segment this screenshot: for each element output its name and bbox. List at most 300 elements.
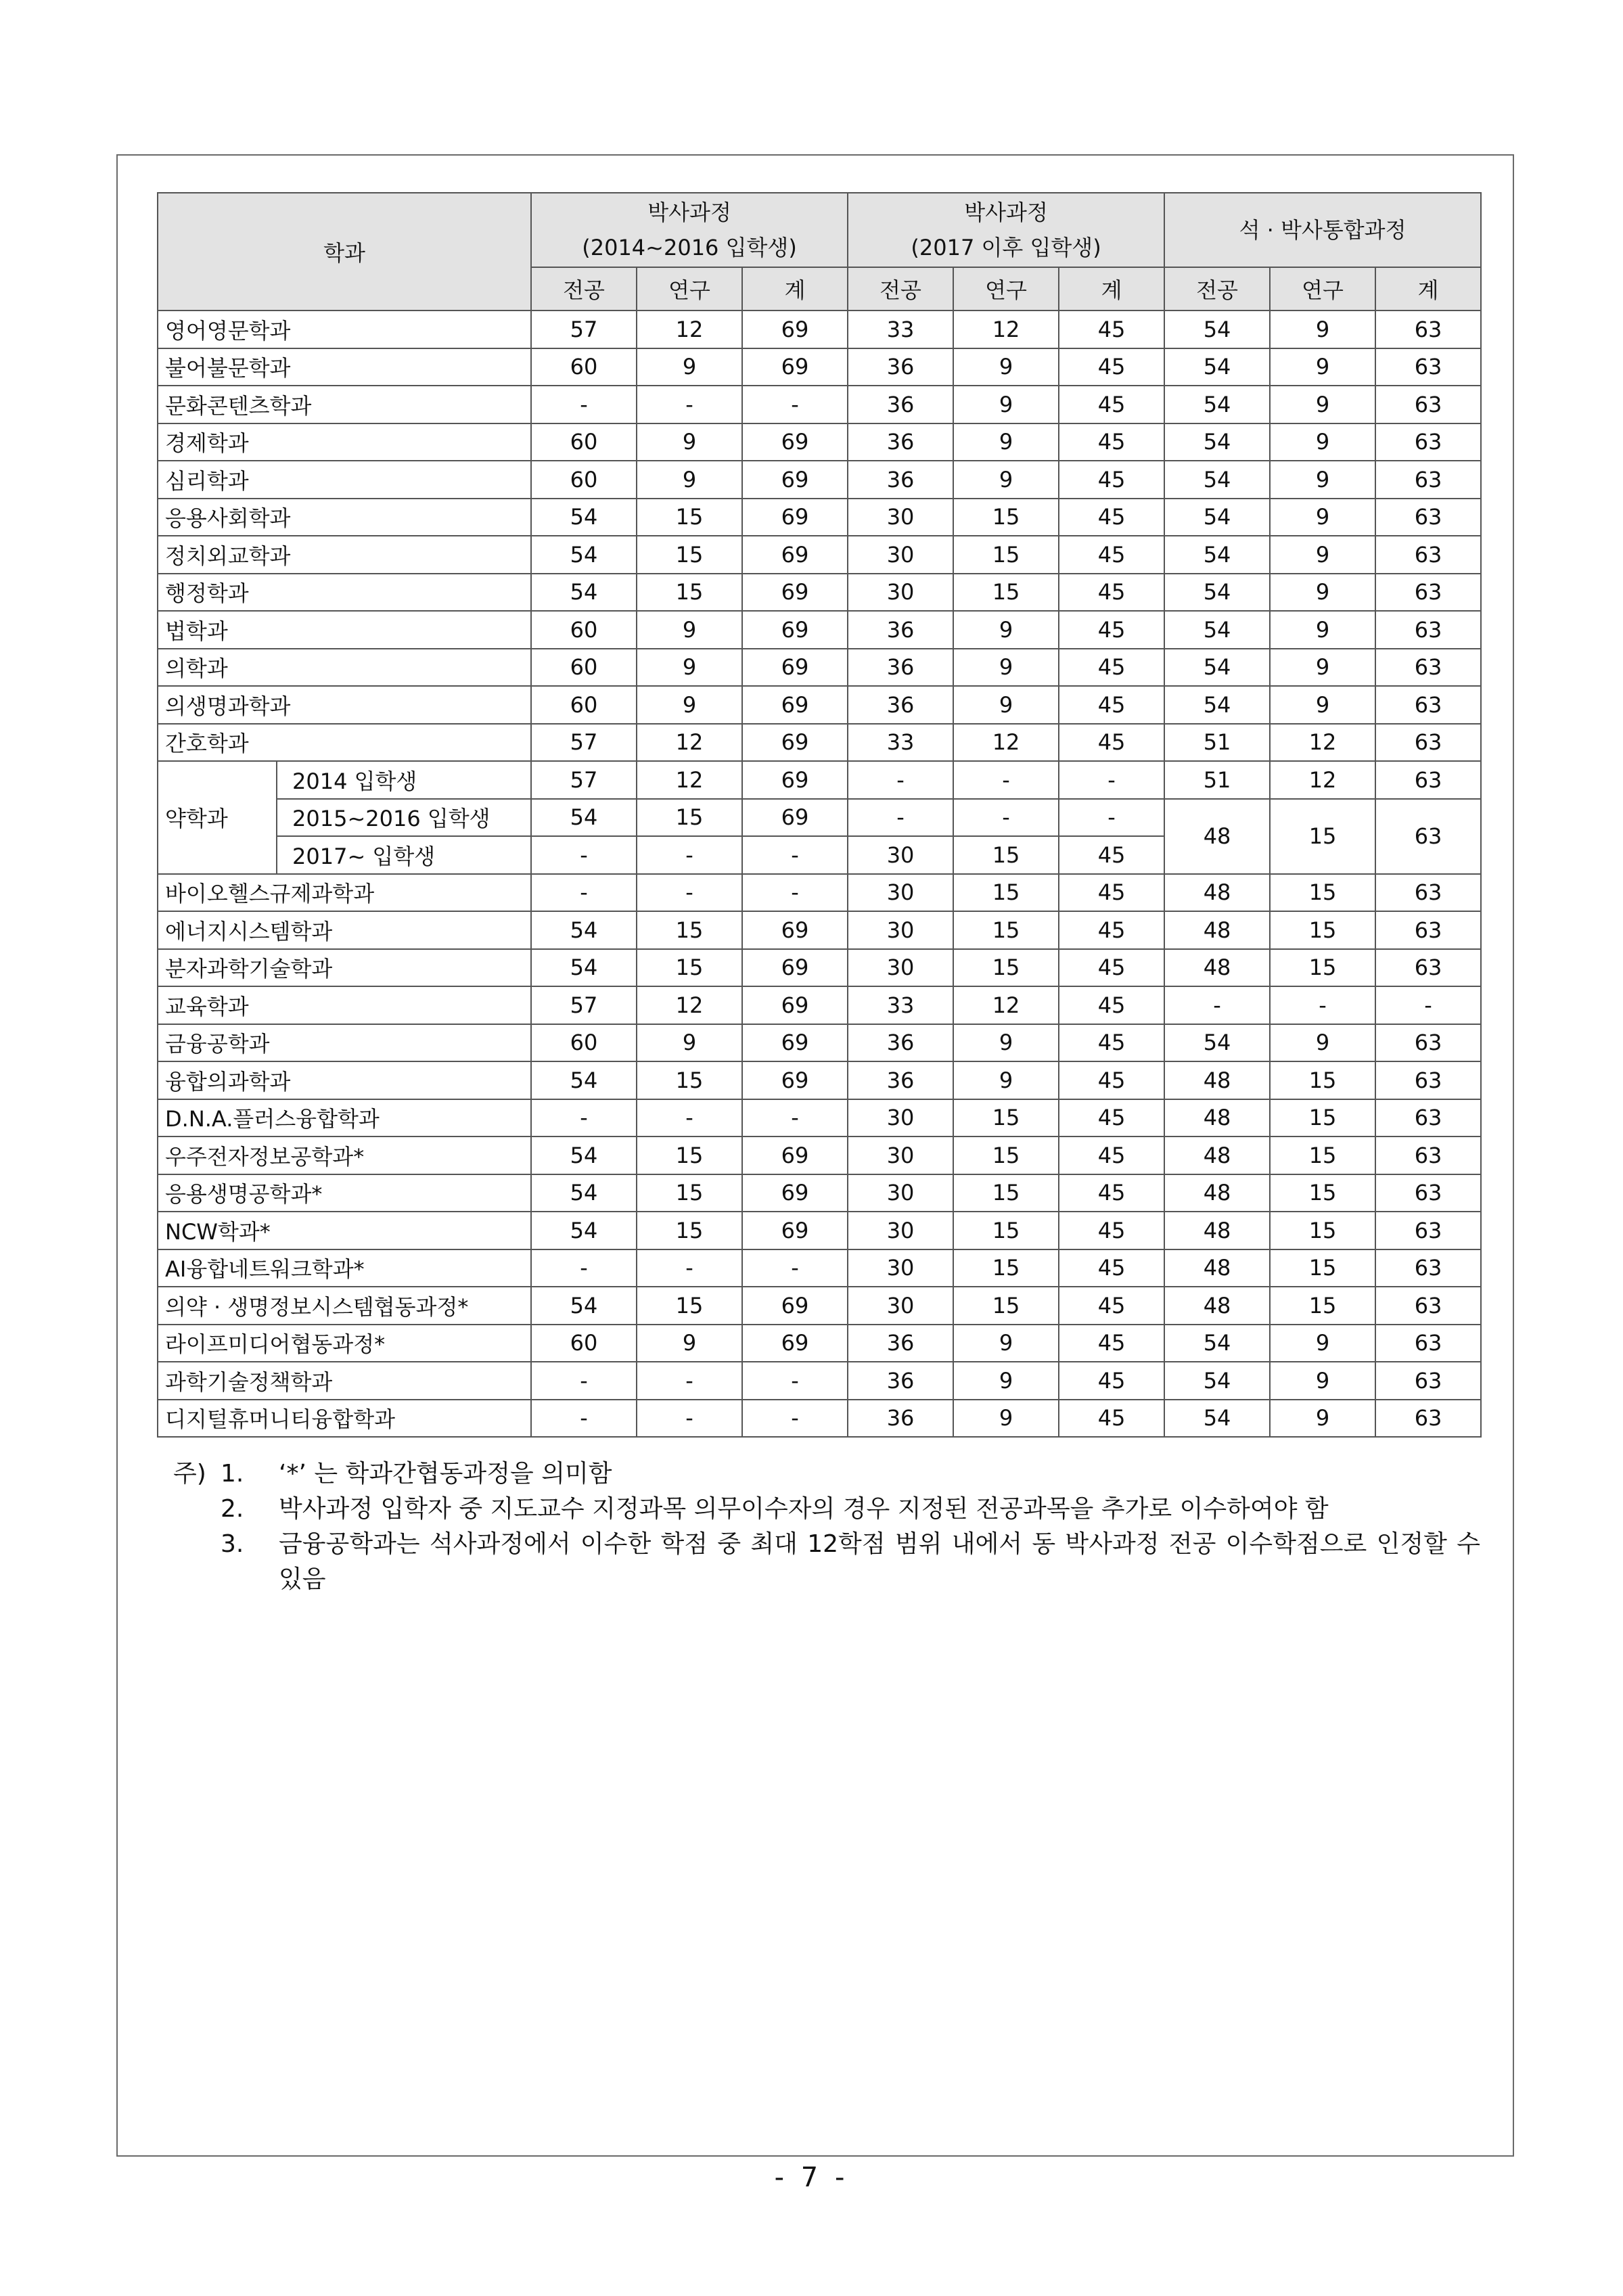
value-cell: 63 bbox=[1375, 574, 1481, 612]
header-group-line1: 박사과정 bbox=[647, 200, 731, 225]
value-cell: 45 bbox=[1059, 1325, 1164, 1362]
value-cell: 60 bbox=[531, 686, 637, 724]
header-group-line2: (2017 이후 입학생) bbox=[911, 235, 1101, 260]
dept-name: AI융합네트워크학과* bbox=[158, 1249, 531, 1287]
value-cell: 48 bbox=[1164, 1249, 1270, 1287]
table-row bbox=[158, 949, 1481, 987]
value-cell: 12 bbox=[1270, 761, 1375, 799]
dept-name: NCW학과* bbox=[158, 1212, 531, 1249]
value-cell: - bbox=[742, 386, 848, 423]
value-cell: 60 bbox=[531, 423, 637, 461]
value-cell: 48 bbox=[1164, 1212, 1270, 1249]
value-cell: 36 bbox=[848, 1061, 953, 1099]
value-cell: 54 bbox=[531, 499, 637, 536]
value-cell: 15 bbox=[1270, 1249, 1375, 1287]
value-cell: 69 bbox=[742, 761, 848, 799]
value-cell: 45 bbox=[1059, 724, 1164, 762]
value-cell: 9 bbox=[1270, 1325, 1375, 1362]
value-cell: 48 bbox=[1164, 949, 1270, 987]
value-cell: 45 bbox=[1059, 1024, 1164, 1062]
value-cell: 15 bbox=[637, 1061, 742, 1099]
value-cell: 69 bbox=[742, 348, 848, 386]
dept-name: 심리학과 bbox=[158, 461, 531, 499]
note-text: 박사과정 입학자 중 지도교수 지정과목 의무이수자의 경우 지정된 전공과목을 추가로 이수하여야 함 bbox=[279, 1495, 1329, 1523]
value-cell: 48 bbox=[1164, 911, 1270, 949]
value-cell: 69 bbox=[742, 574, 848, 612]
table-row bbox=[158, 536, 1481, 574]
value-cell: 45 bbox=[1059, 1287, 1164, 1325]
value-cell: 54 bbox=[1164, 1400, 1270, 1438]
value-cell: 54 bbox=[531, 1287, 637, 1325]
table-row bbox=[158, 1287, 1481, 1325]
header-group-integrated bbox=[1164, 193, 1481, 267]
value-cell: 12 bbox=[953, 986, 1059, 1024]
dept-name: D.N.A.플러스융합학과 bbox=[158, 1099, 531, 1137]
value-cell: 9 bbox=[1270, 649, 1375, 687]
dept-name: 과학기술정책학과 bbox=[158, 1362, 531, 1400]
value-cell: 30 bbox=[848, 1249, 953, 1287]
value-cell: 63 bbox=[1375, 1174, 1481, 1212]
value-cell: 15 bbox=[637, 1212, 742, 1249]
value-cell: - bbox=[637, 386, 742, 423]
value-cell: 54 bbox=[531, 1212, 637, 1249]
dept-name: 의약 · 생명정보시스템협동과정* bbox=[158, 1287, 531, 1325]
dept-name: 에너지시스템학과 bbox=[158, 911, 531, 949]
value-cell: 45 bbox=[1059, 1061, 1164, 1099]
value-cell-merged: 63 bbox=[1375, 799, 1481, 874]
header-dept: 학과 bbox=[158, 193, 531, 311]
value-cell: 36 bbox=[848, 348, 953, 386]
value-cell: 9 bbox=[1270, 1024, 1375, 1062]
value-cell: 63 bbox=[1375, 724, 1481, 762]
value-cell: 69 bbox=[742, 649, 848, 687]
value-cell: 9 bbox=[1270, 423, 1375, 461]
value-cell: 9 bbox=[953, 611, 1059, 649]
value-cell: - bbox=[531, 1400, 637, 1438]
table-row bbox=[158, 1249, 1481, 1287]
value-cell: 63 bbox=[1375, 949, 1481, 987]
value-cell: 36 bbox=[848, 686, 953, 724]
value-cell: 57 bbox=[531, 311, 637, 348]
value-cell: 69 bbox=[742, 949, 848, 987]
value-cell: 45 bbox=[1059, 311, 1164, 348]
value-cell: 9 bbox=[953, 686, 1059, 724]
value-cell: 45 bbox=[1059, 836, 1164, 874]
value-cell: 45 bbox=[1059, 911, 1164, 949]
value-cell: 45 bbox=[1059, 649, 1164, 687]
value-cell: 15 bbox=[953, 949, 1059, 987]
value-cell: 45 bbox=[1059, 1099, 1164, 1137]
value-cell: 54 bbox=[1164, 611, 1270, 649]
value-cell: 15 bbox=[1270, 1212, 1375, 1249]
value-cell: 30 bbox=[848, 499, 953, 536]
value-cell: 54 bbox=[1164, 386, 1270, 423]
value-cell: - bbox=[1059, 799, 1164, 837]
value-cell: 15 bbox=[953, 1287, 1059, 1325]
value-cell: 9 bbox=[953, 1024, 1059, 1062]
value-cell: 33 bbox=[848, 724, 953, 762]
value-cell: 9 bbox=[953, 461, 1059, 499]
value-cell: 54 bbox=[531, 949, 637, 987]
value-cell: - bbox=[637, 1400, 742, 1438]
value-cell: 45 bbox=[1059, 536, 1164, 574]
value-cell: 63 bbox=[1375, 611, 1481, 649]
value-cell: 9 bbox=[953, 1362, 1059, 1400]
sub-header-cell: 연구 bbox=[637, 267, 742, 311]
table-row bbox=[158, 874, 1481, 912]
table-row bbox=[158, 386, 1481, 423]
value-cell: - bbox=[742, 1400, 848, 1438]
value-cell: 63 bbox=[1375, 1400, 1481, 1438]
value-cell: - bbox=[848, 761, 953, 799]
value-cell: 60 bbox=[531, 348, 637, 386]
value-cell: 9 bbox=[1270, 686, 1375, 724]
dept-name: 우주전자정보공학과* bbox=[158, 1136, 531, 1174]
note-3 bbox=[173, 1527, 1480, 1597]
value-cell: 30 bbox=[848, 836, 953, 874]
value-cell: 15 bbox=[953, 1212, 1059, 1249]
value-cell: 54 bbox=[1164, 348, 1270, 386]
value-cell: 30 bbox=[848, 574, 953, 612]
value-cell: 54 bbox=[1164, 574, 1270, 612]
sub-header-cell: 계 bbox=[1375, 267, 1481, 311]
header-group-line1: 석 · 박사통합과정 bbox=[1239, 217, 1407, 243]
value-cell: 54 bbox=[531, 1136, 637, 1174]
value-cell: 12 bbox=[953, 724, 1059, 762]
dept-name: 약학과 bbox=[158, 761, 277, 874]
value-cell: 57 bbox=[531, 986, 637, 1024]
table-row bbox=[158, 1212, 1481, 1249]
sub-dept-label: 2015~2016 입학생 bbox=[277, 799, 531, 837]
value-cell: 54 bbox=[1164, 649, 1270, 687]
value-cell: 63 bbox=[1375, 386, 1481, 423]
value-cell: 15 bbox=[953, 574, 1059, 612]
value-cell: 36 bbox=[848, 1362, 953, 1400]
value-cell: 36 bbox=[848, 1400, 953, 1438]
value-cell: - bbox=[1375, 986, 1481, 1024]
value-cell: 69 bbox=[742, 1325, 848, 1362]
table-row bbox=[158, 911, 1481, 949]
value-cell: 15 bbox=[953, 1174, 1059, 1212]
value-cell: 9 bbox=[637, 649, 742, 687]
value-cell: 69 bbox=[742, 423, 848, 461]
value-cell: 9 bbox=[637, 1325, 742, 1362]
value-cell: 63 bbox=[1375, 348, 1481, 386]
header-group-line2: (2014~2016 입학생) bbox=[582, 235, 797, 260]
dept-name: 불어불문학과 bbox=[158, 348, 531, 386]
value-cell: 15 bbox=[1270, 1136, 1375, 1174]
sub-header-cell: 계 bbox=[742, 267, 848, 311]
value-cell: 15 bbox=[953, 1099, 1059, 1137]
value-cell: 45 bbox=[1059, 461, 1164, 499]
value-cell: 63 bbox=[1375, 499, 1481, 536]
value-cell: 54 bbox=[1164, 423, 1270, 461]
value-cell: 45 bbox=[1059, 1400, 1164, 1438]
value-cell: 45 bbox=[1059, 949, 1164, 987]
value-cell: 15 bbox=[637, 1136, 742, 1174]
dept-name: 디지털휴머니티융합학과 bbox=[158, 1400, 531, 1438]
value-cell: 15 bbox=[1270, 911, 1375, 949]
table-row bbox=[158, 1061, 1481, 1099]
table-row bbox=[158, 1362, 1481, 1400]
value-cell: 15 bbox=[1270, 1061, 1375, 1099]
value-cell: 48 bbox=[1164, 1136, 1270, 1174]
header-group-phd-2014-2016 bbox=[531, 193, 848, 267]
value-cell: 9 bbox=[1270, 1362, 1375, 1400]
note-text: ‘*’ 는 학과간협동과정을 의미함 bbox=[279, 1460, 612, 1488]
value-cell: 30 bbox=[848, 874, 953, 912]
value-cell: 15 bbox=[637, 499, 742, 536]
value-cell: 15 bbox=[1270, 874, 1375, 912]
value-cell: 63 bbox=[1375, 423, 1481, 461]
value-cell: 9 bbox=[1270, 311, 1375, 348]
value-cell: 45 bbox=[1059, 423, 1164, 461]
value-cell: 63 bbox=[1375, 1136, 1481, 1174]
note-2 bbox=[173, 1492, 1480, 1527]
value-cell: 69 bbox=[742, 1174, 848, 1212]
value-cell: 9 bbox=[953, 1061, 1059, 1099]
sub-dept-label: 2014 입학생 bbox=[277, 761, 531, 799]
value-cell: - bbox=[848, 799, 953, 837]
value-cell: 15 bbox=[953, 499, 1059, 536]
value-cell: 51 bbox=[1164, 761, 1270, 799]
value-cell: 45 bbox=[1059, 686, 1164, 724]
credit-requirements-table bbox=[157, 192, 1482, 1438]
value-cell: 9 bbox=[1270, 536, 1375, 574]
value-cell: 15 bbox=[1270, 1174, 1375, 1212]
value-cell: 63 bbox=[1375, 1249, 1481, 1287]
value-cell: 9 bbox=[953, 423, 1059, 461]
value-cell: 63 bbox=[1375, 1061, 1481, 1099]
table-row bbox=[158, 1174, 1481, 1212]
value-cell: 63 bbox=[1375, 1099, 1481, 1137]
sub-dept-label: 2017~ 입학생 bbox=[277, 836, 531, 874]
value-cell: 9 bbox=[953, 1400, 1059, 1438]
value-cell: - bbox=[531, 1099, 637, 1137]
value-cell: 69 bbox=[742, 1287, 848, 1325]
value-cell: 51 bbox=[1164, 724, 1270, 762]
value-cell: 48 bbox=[1164, 1287, 1270, 1325]
value-cell: 63 bbox=[1375, 649, 1481, 687]
value-cell: 69 bbox=[742, 799, 848, 837]
value-cell: 54 bbox=[531, 1174, 637, 1212]
table-row bbox=[158, 574, 1481, 612]
value-cell: 48 bbox=[1164, 874, 1270, 912]
sub-header-cell: 계 bbox=[1059, 267, 1164, 311]
value-cell: - bbox=[531, 874, 637, 912]
value-cell: 33 bbox=[848, 986, 953, 1024]
value-cell: 30 bbox=[848, 536, 953, 574]
value-cell: 69 bbox=[742, 911, 848, 949]
table-row bbox=[158, 611, 1481, 649]
value-cell: 9 bbox=[953, 348, 1059, 386]
dept-name: 금융공학과 bbox=[158, 1024, 531, 1062]
value-cell: 54 bbox=[1164, 1325, 1270, 1362]
value-cell: 45 bbox=[1059, 574, 1164, 612]
value-cell: 15 bbox=[953, 874, 1059, 912]
value-cell: 54 bbox=[1164, 461, 1270, 499]
note-number: 3. bbox=[221, 1530, 244, 1558]
value-cell: 9 bbox=[637, 423, 742, 461]
value-cell: 15 bbox=[1270, 1287, 1375, 1325]
value-cell-merged: 48 bbox=[1164, 799, 1270, 874]
dept-name: 분자과학기술학과 bbox=[158, 949, 531, 987]
value-cell: 63 bbox=[1375, 911, 1481, 949]
table-body bbox=[158, 311, 1481, 1437]
value-cell: 60 bbox=[531, 461, 637, 499]
page-number: - 7 - bbox=[774, 2162, 849, 2193]
value-cell: - bbox=[742, 1249, 848, 1287]
table-row bbox=[158, 311, 1481, 348]
value-cell: 69 bbox=[742, 311, 848, 348]
dept-name: 응용사회학과 bbox=[158, 499, 531, 536]
table-row bbox=[158, 348, 1481, 386]
value-cell: 30 bbox=[848, 1174, 953, 1212]
value-cell: - bbox=[742, 1362, 848, 1400]
value-cell: 63 bbox=[1375, 1325, 1481, 1362]
value-cell: 9 bbox=[637, 461, 742, 499]
sub-header-cell: 연구 bbox=[1270, 267, 1375, 311]
value-cell: 45 bbox=[1059, 348, 1164, 386]
value-cell: 33 bbox=[848, 311, 953, 348]
value-cell: - bbox=[1164, 986, 1270, 1024]
value-cell: 15 bbox=[637, 574, 742, 612]
value-cell: 45 bbox=[1059, 1212, 1164, 1249]
value-cell: 12 bbox=[1270, 724, 1375, 762]
value-cell: 9 bbox=[1270, 386, 1375, 423]
dept-name: 영어영문학과 bbox=[158, 311, 531, 348]
value-cell: 45 bbox=[1059, 1136, 1164, 1174]
value-cell: 48 bbox=[1164, 1099, 1270, 1137]
dept-name: 융합의과학과 bbox=[158, 1061, 531, 1099]
value-cell: - bbox=[637, 836, 742, 874]
sub-header-cell: 전공 bbox=[1164, 267, 1270, 311]
notes bbox=[173, 1456, 1480, 1597]
value-cell: 12 bbox=[637, 986, 742, 1024]
value-cell: 12 bbox=[637, 724, 742, 762]
value-cell: 63 bbox=[1375, 1024, 1481, 1062]
dept-name: 법학과 bbox=[158, 611, 531, 649]
value-cell: 36 bbox=[848, 423, 953, 461]
value-cell: 54 bbox=[1164, 311, 1270, 348]
value-cell: 69 bbox=[742, 986, 848, 1024]
dept-name: 교육학과 bbox=[158, 986, 531, 1024]
value-cell: 12 bbox=[637, 311, 742, 348]
value-cell: 9 bbox=[1270, 499, 1375, 536]
value-cell: 54 bbox=[1164, 1024, 1270, 1062]
dept-name: 의학과 bbox=[158, 649, 531, 687]
value-cell: 57 bbox=[531, 724, 637, 762]
value-cell: 45 bbox=[1059, 874, 1164, 912]
value-cell: 69 bbox=[742, 1024, 848, 1062]
table-row bbox=[158, 1325, 1481, 1362]
dept-name: 라이프미디어협동과정* bbox=[158, 1325, 531, 1362]
table-row bbox=[158, 423, 1481, 461]
value-cell: 54 bbox=[1164, 686, 1270, 724]
value-cell: 9 bbox=[637, 611, 742, 649]
value-cell: 63 bbox=[1375, 311, 1481, 348]
value-cell: - bbox=[1059, 761, 1164, 799]
value-cell: 48 bbox=[1164, 1061, 1270, 1099]
dept-name: 응용생명공학과* bbox=[158, 1174, 531, 1212]
table-row bbox=[158, 1024, 1481, 1062]
value-cell: 69 bbox=[742, 611, 848, 649]
value-cell: - bbox=[742, 1099, 848, 1137]
value-cell: - bbox=[953, 799, 1059, 837]
sub-header-cell: 전공 bbox=[531, 267, 637, 311]
value-cell-merged: 15 bbox=[1270, 799, 1375, 874]
value-cell: 30 bbox=[848, 949, 953, 987]
value-cell: 15 bbox=[637, 911, 742, 949]
value-cell: 9 bbox=[1270, 348, 1375, 386]
value-cell: 30 bbox=[848, 1136, 953, 1174]
value-cell: - bbox=[531, 1362, 637, 1400]
value-cell: 54 bbox=[531, 911, 637, 949]
value-cell: 15 bbox=[637, 799, 742, 837]
value-cell: 45 bbox=[1059, 1174, 1164, 1212]
value-cell: 60 bbox=[531, 649, 637, 687]
table-row bbox=[158, 1099, 1481, 1137]
value-cell: 63 bbox=[1375, 1212, 1481, 1249]
value-cell: 45 bbox=[1059, 986, 1164, 1024]
value-cell: 69 bbox=[742, 499, 848, 536]
value-cell: 60 bbox=[531, 1325, 637, 1362]
value-cell: 15 bbox=[953, 911, 1059, 949]
value-cell: - bbox=[531, 836, 637, 874]
value-cell: 9 bbox=[637, 1024, 742, 1062]
value-cell: 36 bbox=[848, 611, 953, 649]
value-cell: 36 bbox=[848, 461, 953, 499]
value-cell: 15 bbox=[637, 1287, 742, 1325]
value-cell: 9 bbox=[953, 1325, 1059, 1362]
value-cell: 30 bbox=[848, 911, 953, 949]
table-row-pharmacy bbox=[158, 799, 1481, 837]
value-cell: 9 bbox=[1270, 611, 1375, 649]
value-cell: - bbox=[531, 386, 637, 423]
value-cell: 15 bbox=[1270, 949, 1375, 987]
value-cell: 45 bbox=[1059, 386, 1164, 423]
value-cell: 63 bbox=[1375, 1362, 1481, 1400]
note-number: 2. bbox=[221, 1495, 244, 1523]
value-cell: 54 bbox=[1164, 1362, 1270, 1400]
value-cell: 15 bbox=[637, 1174, 742, 1212]
dept-name: 간호학과 bbox=[158, 724, 531, 762]
value-cell: 54 bbox=[1164, 499, 1270, 536]
value-cell: 15 bbox=[953, 836, 1059, 874]
table-row bbox=[158, 499, 1481, 536]
value-cell: 15 bbox=[1270, 1099, 1375, 1137]
value-cell: - bbox=[637, 1249, 742, 1287]
value-cell: 63 bbox=[1375, 461, 1481, 499]
table-row bbox=[158, 649, 1481, 687]
value-cell: 9 bbox=[1270, 574, 1375, 612]
value-cell: 15 bbox=[637, 949, 742, 987]
value-cell: 54 bbox=[531, 574, 637, 612]
value-cell: 9 bbox=[953, 649, 1059, 687]
value-cell: 9 bbox=[1270, 1400, 1375, 1438]
dept-name: 문화콘텐츠학과 bbox=[158, 386, 531, 423]
sub-header-cell: 연구 bbox=[953, 267, 1059, 311]
note-text: 금융공학과는 석사과정에서 이수한 학점 중 최대 12학점 범위 내에서 동 박사과정 전공 이수학점으로 인정할 수 있음 bbox=[279, 1530, 1480, 1593]
value-cell: 69 bbox=[742, 686, 848, 724]
table-row bbox=[158, 724, 1481, 762]
dept-name: 행정학과 bbox=[158, 574, 531, 612]
dept-name: 의생명과학과 bbox=[158, 686, 531, 724]
value-cell: 63 bbox=[1375, 1287, 1481, 1325]
notes-prefix: 주) bbox=[173, 1460, 206, 1488]
sub-header-cell: 전공 bbox=[848, 267, 953, 311]
value-cell: 69 bbox=[742, 461, 848, 499]
